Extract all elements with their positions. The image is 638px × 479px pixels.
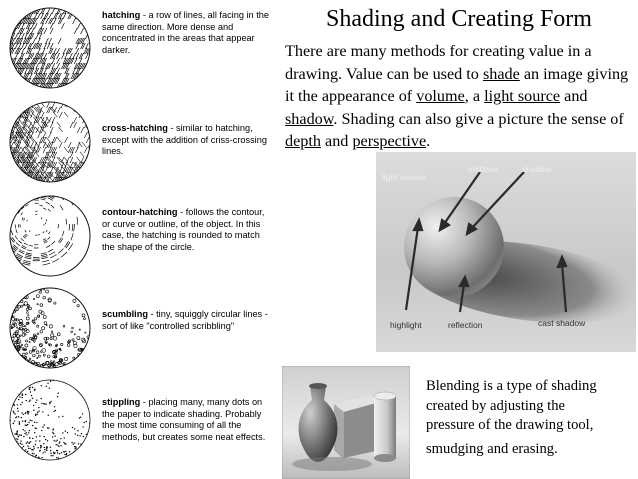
term-volume: volume [416,87,465,105]
intro-text: . Shading can also give a picture the sense of [333,109,624,128]
term-shadow: shadow [285,109,334,128]
intro-text: and [320,132,353,150]
intro-text: There are many methods for creating value in a drawing. Value can be used to [285,42,592,83]
technique-description: - tiny, squiggly circular lines - sort of like "controlled scribbling" [102,309,268,331]
intro-text: . [426,132,431,150]
technique-hatching [102,10,274,56]
technique-description: - a row of lines, all facing in the same direction. More dense and concentrated in the areas that appear darker. [102,10,269,55]
label-light-source: light source [382,172,426,182]
technique-stippling [102,397,274,443]
intro-text: , a [464,87,485,105]
page-title: Shading and Creating Form [326,6,592,32]
stippling-sphere [8,378,92,462]
hatching-sphere [8,6,92,90]
label-reflection: reflection [448,320,483,330]
term-perspective: perspective [352,132,427,150]
cross-hatching-sphere [8,100,92,184]
contour-hatching-sphere [8,194,92,278]
blending-line: Blending is a type of shading [426,378,597,394]
technique-term: stippling [102,397,141,407]
term-light-source: light source [484,87,561,105]
blending-line: smudging and erasing. [426,440,558,457]
label-shadow: shadow [522,164,552,174]
intro-text: an image giving it the appearance of [285,64,629,105]
technique-description: - similar to hatching, except with the addition of criss-crossing lines. [102,123,267,157]
blending-text [426,377,636,459]
technique-description: - placing many, many dots on the paper to indicate shading. Probably the most time consuming of all the methods, but creates some neat effects. [102,397,266,442]
scumbling-sphere [8,286,92,370]
technique-term: cross-hatching [102,123,168,133]
label-midtone: midtone [468,164,499,174]
technique-description: - follows the contour, or curve or outline, of the object. In this case, the hatching is rounded to match the shape of the circle. [102,207,265,252]
technique-contour-hatching [102,207,274,253]
still-life-drawing [282,366,410,479]
technique-term: hatching [102,10,141,20]
technique-term: contour-hatching [102,207,178,217]
term-depth: depth [285,132,321,150]
intro-paragraph [285,40,633,153]
label-highlight: highlight [390,320,422,330]
technique-term: scumbling [102,309,148,319]
blending-line: created by adjusting the [426,397,565,414]
technique-cross-hatching [102,123,274,158]
label-cast-shadow: cast shadow [538,318,586,328]
term-shade: shade [482,64,520,83]
intro-text: and [560,87,588,105]
shaded-sphere-photo [376,152,636,352]
blending-line: pressure of the drawing tool, [426,417,594,434]
technique-scumbling [102,309,274,332]
